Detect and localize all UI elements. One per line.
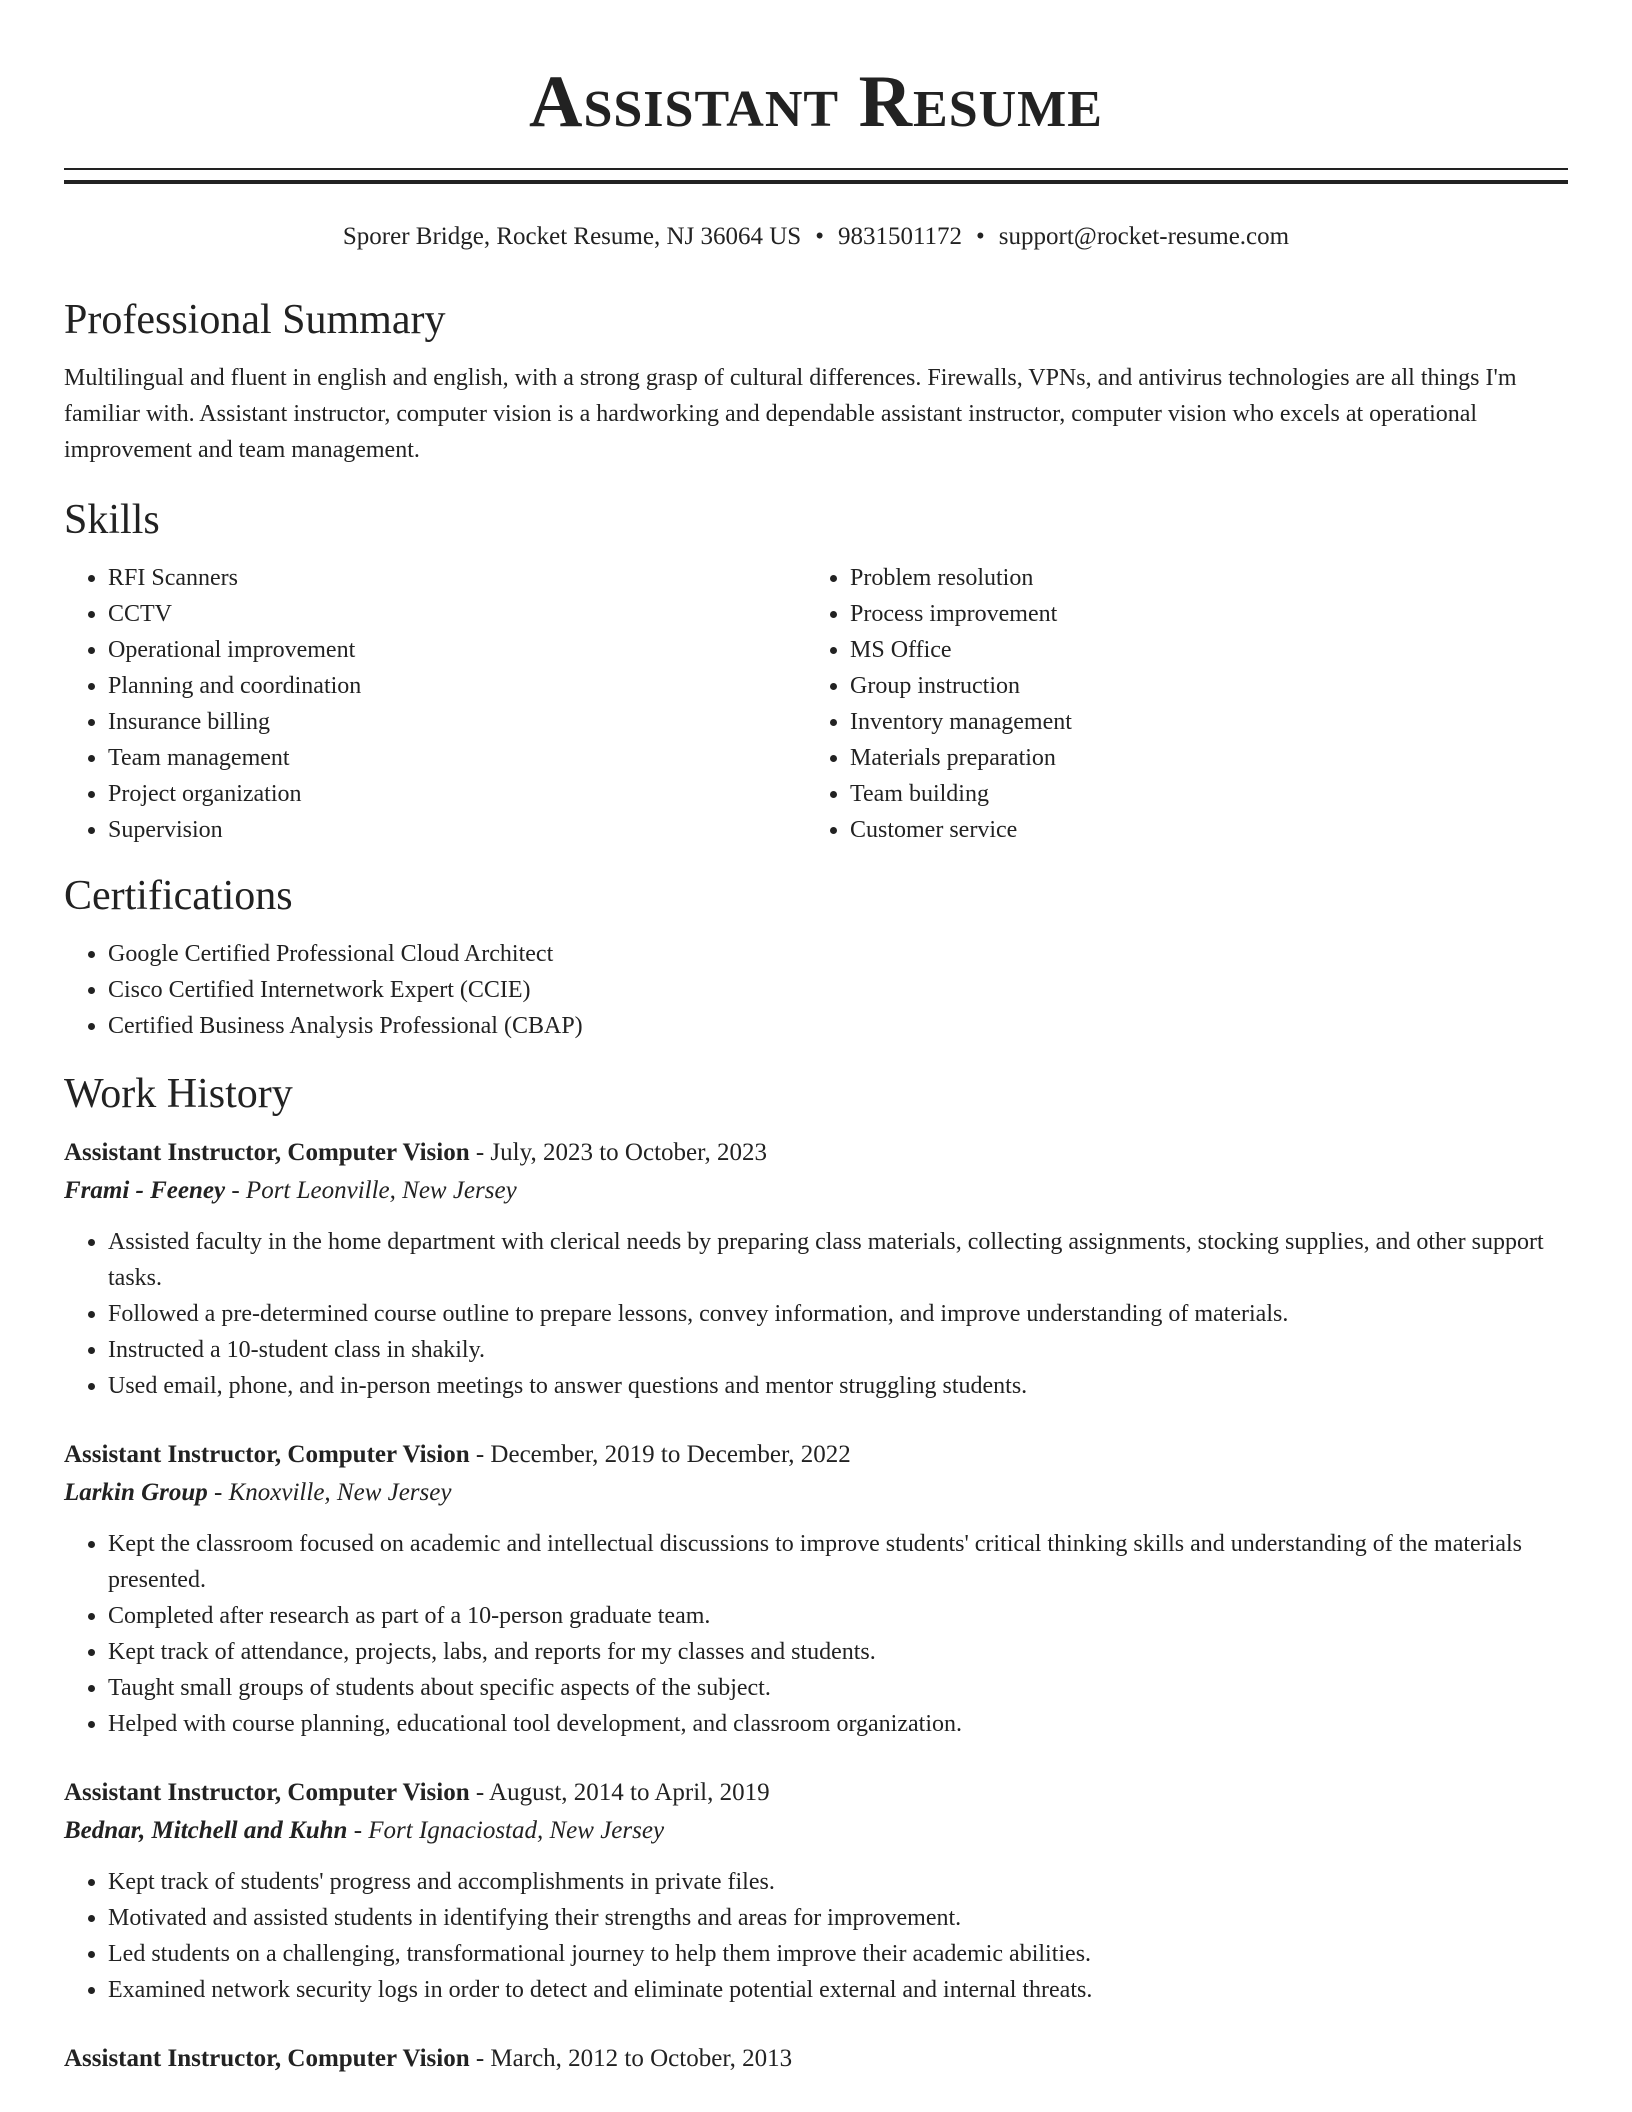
job-duty: • Followed a pre-determined course outline to prepare lessons, convey information, and improve understanding of materials.	[108, 1296, 1568, 1332]
job-header	[64, 1774, 1568, 1812]
work-history-heading: Work History	[64, 1071, 293, 1117]
skill-item: • Team management	[108, 740, 806, 776]
skills-heading: Skills	[64, 497, 160, 543]
contact-address: Sporer Bridge, Rocket Resume, NJ 36064 US	[342, 223, 802, 250]
job-duty: • Examined network security logs in order to detect and eliminate potential external and internal threats.	[108, 1972, 1568, 2008]
skill-item: • Operational improvement	[108, 632, 806, 668]
summary-section	[64, 294, 1568, 468]
skill-item: • Materials preparation	[850, 740, 1568, 776]
skills-list-left	[64, 560, 806, 848]
job-duty: • Assisted faculty in the home department with clerical needs by preparing class materials, collecting assignments, stocking supplies, and other support tasks.	[108, 1224, 1568, 1296]
certifications-heading: Certifications	[64, 873, 293, 919]
skills-list-right	[806, 560, 1568, 848]
job-entry	[64, 2040, 1568, 2078]
resume-title: Assistant Resume	[529, 61, 1103, 143]
job-dates: - August, 2014 to April, 2019	[469, 1779, 770, 1806]
skill-item: • Problem resolution	[850, 560, 1568, 596]
job-location: - Fort Ignaciostad, New Jersey	[347, 1817, 665, 1844]
skills-grid	[64, 560, 1568, 848]
summary-heading: Professional Summary	[64, 297, 446, 343]
certification-item: • Certified Business Analysis Professional (CBAP)	[108, 1008, 1568, 1044]
skill-item: • MS Office	[850, 632, 1568, 668]
job-duty: • Used email, phone, and in-person meetings to answer questions and mentor struggling students.	[108, 1368, 1568, 1404]
job-dates: - March, 2012 to October, 2013	[469, 2045, 793, 2072]
job-title: Assistant Instructor, Computer Vision	[64, 2045, 470, 2072]
skills-section	[64, 494, 1568, 848]
job-dates: - December, 2019 to December, 2022	[469, 1441, 851, 1468]
job-duties	[64, 1864, 1568, 2008]
job-duty: • Kept track of students' progress and accomplishments in private files.	[108, 1864, 1568, 1900]
job-title: Assistant Instructor, Computer Vision	[64, 1441, 470, 1468]
skill-item: • Customer service	[850, 812, 1568, 848]
contact-separator: •	[976, 223, 985, 250]
job-company: Bednar, Mitchell and Kuhn	[64, 1817, 348, 1844]
job-duty: • Led students on a challenging, transformational journey to help them improve their academic abilities.	[108, 1936, 1568, 1972]
contact-email: support@rocket-resume.com	[998, 223, 1290, 250]
job-duty: • Instructed a 10-student class in shakily.	[108, 1332, 1568, 1368]
job-employer	[64, 1474, 1568, 1512]
job-duties	[64, 1224, 1568, 1404]
job-duty: • Kept track of attendance, projects, labs, and reports for my classes and students.	[108, 1634, 1568, 1670]
skill-item: • Process improvement	[850, 596, 1568, 632]
job-location: - Knoxville, New Jersey	[207, 1479, 452, 1506]
job-title: Assistant Instructor, Computer Vision	[64, 1139, 470, 1166]
job-entry	[64, 1774, 1568, 2008]
job-duty: • Completed after research as part of a 10-person graduate team.	[108, 1598, 1568, 1634]
contact-line	[64, 220, 1568, 254]
job-header	[64, 1134, 1568, 1172]
skill-item: • Insurance billing	[108, 704, 806, 740]
job-dates: - July, 2023 to October, 2023	[469, 1139, 767, 1166]
job-duty: • Helped with course planning, educational tool development, and classroom organization.	[108, 1706, 1568, 1742]
job-company: Frami - Feeney	[64, 1177, 226, 1204]
job-duties	[64, 1526, 1568, 1742]
certification-item: • Cisco Certified Internetwork Expert (CCIE)	[108, 972, 1568, 1008]
job-duty: • Kept the classroom focused on academic and intellectual discussions to improve students' critical thinking skills and understanding of the materials presented.	[108, 1526, 1568, 1598]
contact-phone: 9831501172	[837, 223, 963, 250]
job-duty: • Motivated and assisted students in identifying their strengths and areas for improvement.	[108, 1900, 1568, 1936]
certifications-section	[64, 870, 1568, 1044]
skill-item: • CCTV	[108, 596, 806, 632]
skill-item: • Planning and coordination	[108, 668, 806, 704]
contact-separator: •	[815, 223, 824, 250]
certifications-list	[64, 936, 1568, 1044]
certification-item: • Google Certified Professional Cloud Architect	[108, 936, 1568, 972]
skill-item: • Team building	[850, 776, 1568, 812]
job-header	[64, 1436, 1568, 1474]
skill-item: • RFI Scanners	[108, 560, 806, 596]
job-entry	[64, 1436, 1568, 1742]
job-employer	[64, 1812, 1568, 1850]
job-location: - Port Leonville, New Jersey	[225, 1177, 517, 1204]
job-title: Assistant Instructor, Computer Vision	[64, 1779, 470, 1806]
skill-item: • Group instruction	[850, 668, 1568, 704]
skill-item: • Inventory management	[850, 704, 1568, 740]
job-duty: • Taught small groups of students about specific aspects of the subject.	[108, 1670, 1568, 1706]
work-history-section	[64, 1068, 1568, 2078]
job-entry	[64, 1134, 1568, 1404]
skill-item: • Project organization	[108, 776, 806, 812]
job-header	[64, 2040, 1568, 2078]
job-company: Larkin Group	[64, 1479, 208, 1506]
skill-item: • Supervision	[108, 812, 806, 848]
summary-text: Multilingual and fluent in english and english, with a strong grasp of cultural differences. Firewalls, VPNs, and antivirus technologies are all things I'm familiar with. Assistant instructor, computer vision is a hardworking and dependable assistant instructor, computer vision who excels at operational improvement and team management.	[64, 365, 1517, 463]
title-divider	[64, 168, 1568, 184]
job-employer	[64, 1172, 1568, 1210]
